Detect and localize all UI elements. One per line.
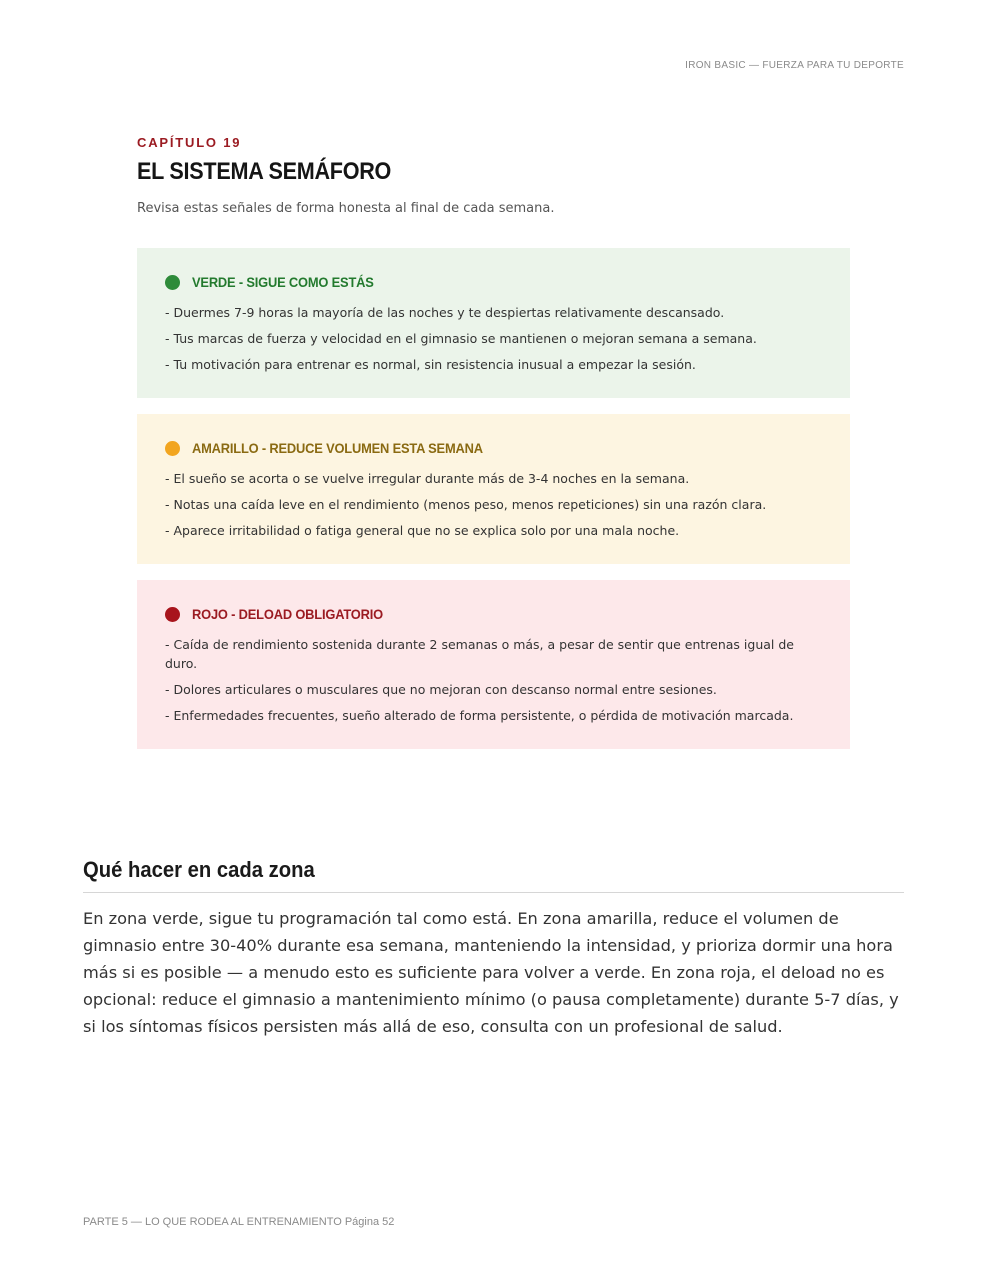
chapter-subtitle: Revisa estas señales de forma honesta al final de cada semana.: [137, 201, 555, 216]
zone-header: [165, 273, 822, 291]
zone-card-yellow: [137, 414, 850, 564]
list-item: - Dolores articulares o musculares que no mejoran con descanso normal entre sesiones.: [165, 682, 717, 697]
list-item: - Tus marcas de fuerza y velocidad en el gimnasio se mantienen o mejoran semana a semana.: [165, 331, 757, 346]
section-body: En zona verde, sigue tu programación tal como está. En zona amarilla, reduce el volumen de gimnasio entre 30-40% durante esa semana, manteniendo la intensidad, y prioriza dormir una hora más si es posible — a menudo esto es suficiente para volver a verde. En zona roja, el deload no es opcional: reduce el gimnasio a mantenimiento mínimo (o pausa completamente) durante 5-7 días, y si los síntomas físicos persisten más allá de eso, consulta con un profesional de salud.: [83, 909, 899, 1036]
list-item: - Duermes 7-9 horas la mayoría de las noches y te despiertas relativamente descansado.: [165, 305, 725, 320]
page-footer: PARTE 5 — LO QUE RODEA AL ENTRENAMIENTO Página 52: [83, 1216, 395, 1228]
list-item: - Notas una caída leve en el rendimiento (menos peso, menos repeticiones) sin una razón clara.: [165, 497, 767, 512]
list-item: - El sueño se acorta o se vuelve irregular durante más de 3-4 noches en la semana.: [165, 471, 690, 486]
zone-item-list: [165, 303, 822, 374]
green-dot-icon: [165, 275, 180, 290]
section-heading: Qué hacer en cada zona: [83, 857, 315, 882]
zone-title: VERDE - SIGUE COMO ESTÁS: [192, 274, 374, 290]
list-item: - Caída de rendimiento sostenida durante 2 semanas o más, a pesar de sentir que entrenas igual de duro.: [165, 637, 794, 671]
chapter-title: EL SISTEMA SEMÁFORO: [137, 158, 392, 185]
zone-title: ROJO - DELOAD OBLIGATORIO: [192, 606, 384, 622]
red-dot-icon: [165, 607, 180, 622]
list-item: - Tu motivación para entrenar es normal, sin resistencia inusual a empezar la sesión.: [165, 357, 696, 372]
running-header: IRON BASIC — FUERZA PARA TU DEPORTE: [685, 60, 904, 71]
yellow-dot-icon: [165, 441, 180, 456]
zone-item-list: [165, 469, 822, 540]
zone-header: [165, 605, 822, 623]
list-item: - Aparece irritabilidad o fatiga general que no se explica solo por una mala noche.: [165, 523, 680, 538]
zone-title: AMARILLO - REDUCE VOLUMEN ESTA SEMANA: [192, 440, 483, 456]
zone-card-green: [137, 248, 850, 398]
section-divider: [83, 892, 904, 893]
list-item: - Enfermedades frecuentes, sueño alterado de forma persistente, o pérdida de motivación marcada.: [165, 708, 794, 723]
zone-item-list: [165, 635, 822, 725]
zone-card-red: [137, 580, 850, 749]
chapter-label: CAPÍTULO 19: [137, 135, 242, 150]
zone-header: [165, 439, 822, 457]
